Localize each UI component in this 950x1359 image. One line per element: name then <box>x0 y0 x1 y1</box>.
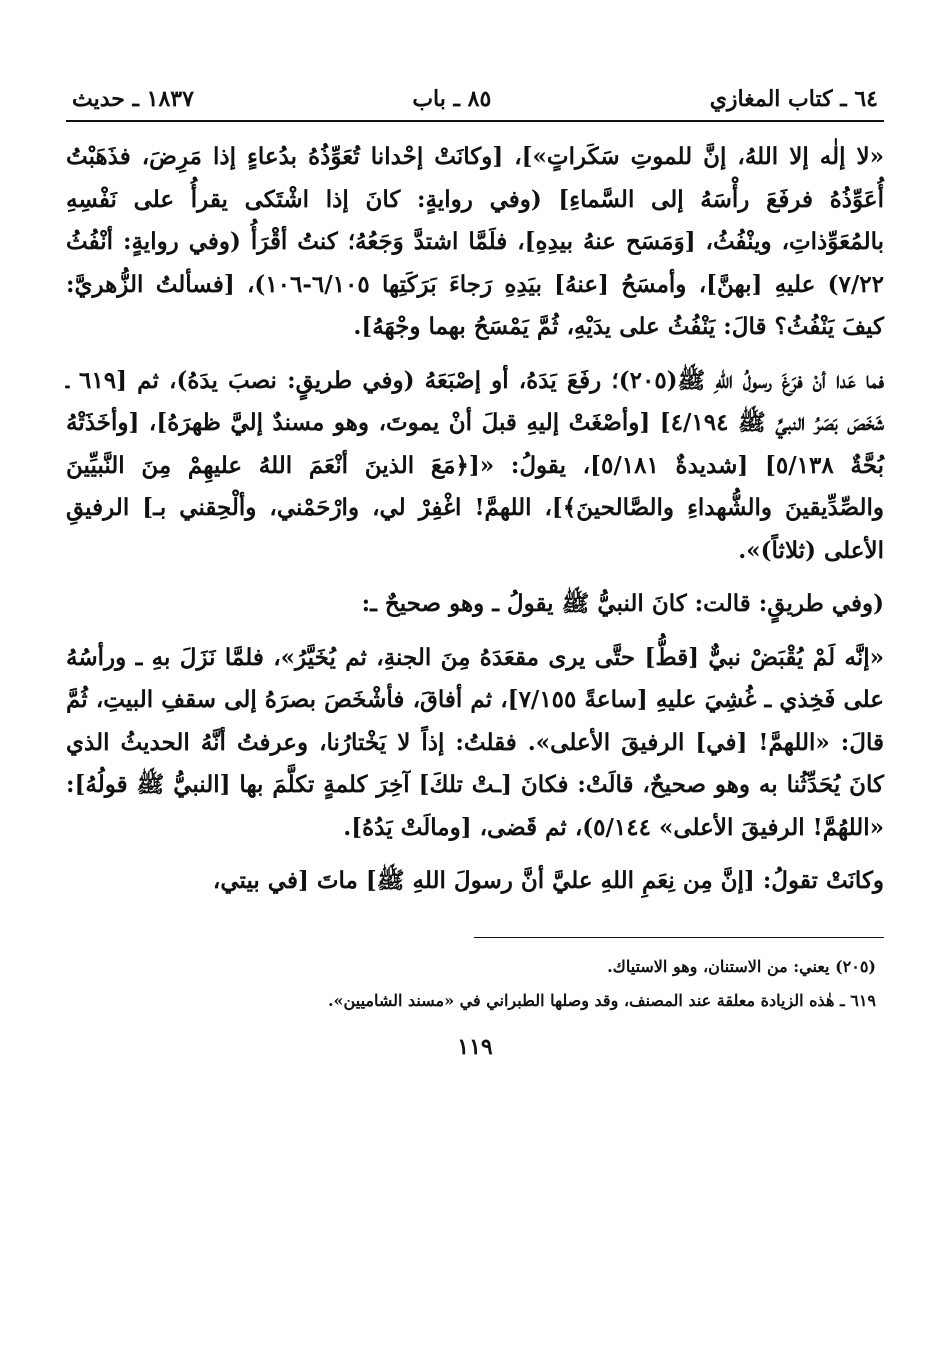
main-text <box>66 136 884 903</box>
paragraph: «إنَّه لَمْ يُقْبَضْ نبيٌّ [قطُّ] حتَّى يرى مقعَدَهُ مِنَ الجنةِ، ثم يُخَيَّرُ»، فلمَّا نَزَلَ بهِ ـ ورأسُهُ على فَخِذي ـ غُشِيَ عليهِ [ساعةً ٧/١٥٥]، ثم أفاقَ، فأشْخَصَ بصرَهُ إلى سقفِ البيتِ، ثُمَّ قالَ: «اللهمَّ! [في] الرفيقَ الأعلى». فقلتُ: إذاً لا يَخْتارُنا، وعرفتُ أنَّهُ الحديثُ الذي كانَ يُحَدِّثُنا به وهو صحيحٌ، قالَتْ: فكانَ [ـتْ تلكَ] آخِرَ كلمةٍ تكلَّمَ بها [النبيُّ ﷺ قولُهُ]: «اللهُمَّ! الرفيقَ الأعلى» ٥/١٤٤)، ثم قَضى، [ومالَتْ يَدُهُ]. <box>66 643 885 841</box>
footnote: ٦١٩ ـ هٰذه الزيادة معلقة عند المصنف، وقد وصلها الطبراني في «مسند الشاميين». <box>327 990 876 1010</box>
paragraph: «لا إلٰه إلا اللهُ، إنَّ للموتِ سَكَراتٍ»]، [وكانَتْ إحْدانا تُعَوِّذُهُ بدُعاءٍ إذا مَرِضَ، فذَهَبْتُ أُعَوِّذُهُ فرفَعَ رأْسَهُ إلى السَّماءِ] (وفي روايةٍ: كانَ إذا اشْتَكى يقرأُ على نَفْسِهِ بالمُعَوِّذاتِ، وينْفُثُ، [وَمَسَح عنهُ بيدِهِ]، فلَمَّا اشتدَّ وَجَعُهُ؛ كنتُ أقْرَأُ (وفي روايةٍ: أنْفُثُ ٧/٢٢) عليهِ [بهنَّ]، وأمسَحُ [عنهُ] بيَدِهِ رَجاءَ بَرَكَتِها ٦/١٠٥-١٠٦)، [فسألتُ الزُّهريَّ: كيفَ يَنْفُثُ؟ قالَ: يَنْفُثُ على يدَيْهِ، ثُمَّ يَمْسَحُ بهما وجْهَهُ]. <box>66 143 884 340</box>
page-number: ١١٩ <box>457 1033 493 1060</box>
paragraph: فما عَدا أنْ فرَغَ رسولُ اللهِ ﷺ(٢٠٥)؛ رفَعَ يَدَهُ، أو إصْبَعَهُ (وفي طريقٍ: نصبَ يدَهُ)، ثم [٦١٩ ـ شَخَصَ بَصَرُ النبيِّ ﷺ ٤/١٩٤] [وأصْغَتْ إليهِ قبلَ أنْ يموتَ، وهو مسندٌ إليَّ ظهرَهُ]، [وأخَذَتْهُ بُحَّةٌ ٥/١٣٨] [شديدةٌ ٥/١٨١]، يقولُ: «[﴿مَعَ الذينَ أنْعَمَ اللهُ عليهِمْ مِنَ النَّبيِّينَ والصِّدِّيقينَ والشُّهداءِ والصَّالحينَ﴾]، اللهمَّ! اغْفِرْ لي، وارْحَمْني، وألْحِقني بـ] الرفيقِ الأعلى (ثلاثاً)». <box>66 366 884 564</box>
footnote-divider <box>474 937 884 938</box>
paragraph: وكانَتْ تقولُ: [إنَّ مِن نِعَمِ اللهِ عليَّ أنَّ رسولَ اللهِ ﷺ] ماتَ [في بيتي، <box>212 867 884 894</box>
footnotes <box>66 950 884 1018</box>
running-header <box>66 82 884 122</box>
footnote: (٢٠٥) يعني: من الاستنان، وهو الاستياك. <box>607 956 876 976</box>
paragraph: (وفي طريقٍ: قالت: كانَ النبيُّ ﷺ يقولُ ـ وهو صحيحٌ ـ: <box>361 590 884 617</box>
book-page <box>66 82 884 1060</box>
hadith-number: ١٨٣٧ ـ حديث <box>72 86 194 112</box>
book-title: ٦٤ ـ كتاب المغازي <box>709 86 878 112</box>
chapter-title: ٨٥ ـ باب <box>412 86 492 112</box>
